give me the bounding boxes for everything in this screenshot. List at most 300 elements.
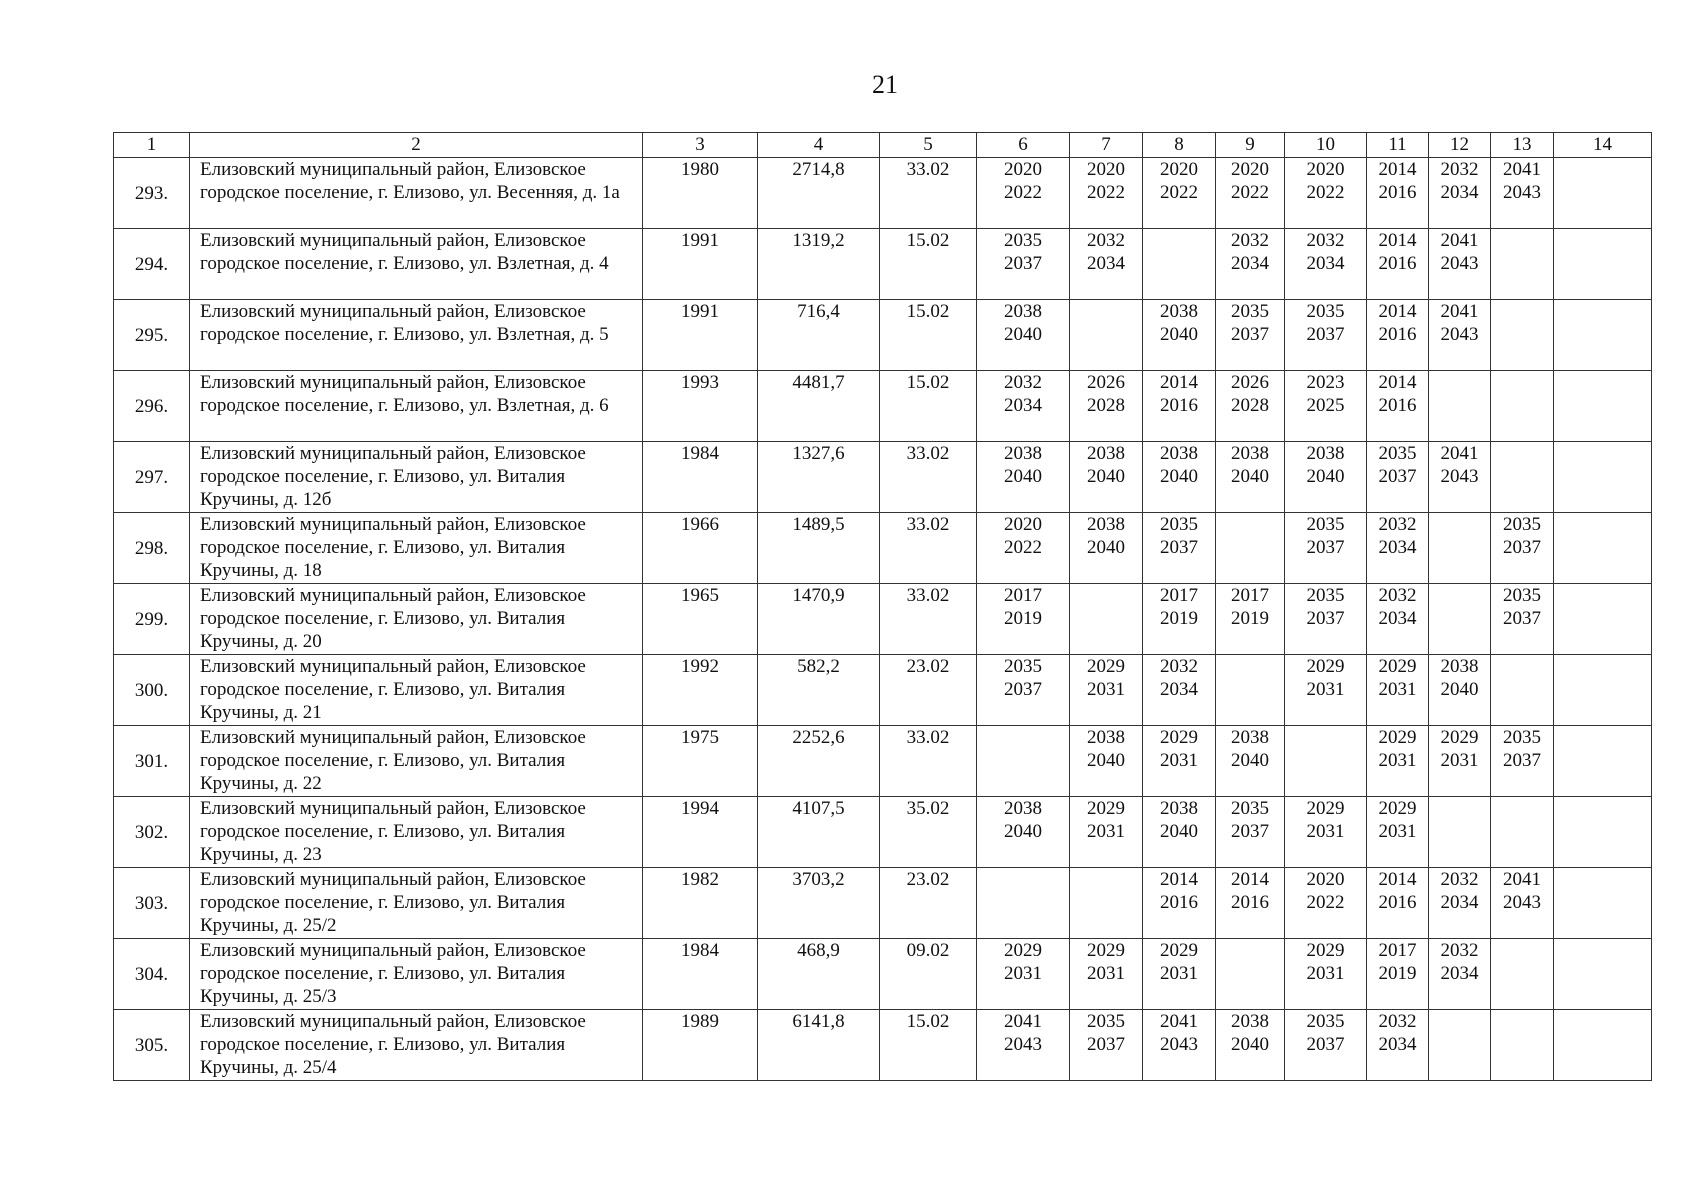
period-end-year: 2040	[1087, 466, 1125, 487]
period-start-year: 2035	[1004, 230, 1042, 251]
period-start-year: 2026	[1087, 372, 1125, 393]
work-period-cell	[1143, 158, 1216, 229]
column-number-row	[114, 133, 1652, 158]
work-period-cell	[1367, 158, 1429, 229]
period-end-year: 2022	[1004, 182, 1042, 203]
period-end-year: 2025	[1306, 395, 1345, 416]
period-start-year: 2023	[1306, 372, 1345, 393]
period-end-year: 2040	[1087, 750, 1125, 771]
period-start-year: 2038	[1231, 443, 1269, 464]
build-year-cell: 1965	[643, 584, 758, 655]
work-period-cell	[1367, 797, 1429, 868]
address-cell: Елизовский муниципальный район, Елизовское городское поселение, г. Елизово, ул. Виталия Кручины, д. 23	[190, 797, 643, 868]
column-header: 8	[1143, 133, 1216, 158]
period-start-year: 2014	[1378, 372, 1417, 393]
period-end-year: 2034	[1160, 679, 1198, 700]
period-start-year: 2041	[1503, 869, 1541, 890]
build-year-cell: 1984	[643, 442, 758, 513]
code-cell: 15.02	[880, 371, 977, 442]
period-start-year: 2029	[1378, 656, 1417, 677]
work-period-cell	[1285, 1010, 1367, 1081]
period-start-year: 2026	[1231, 372, 1269, 393]
period-start-year: 2029	[1004, 940, 1042, 961]
build-year-cell: 1975	[643, 726, 758, 797]
work-period-cell	[1285, 158, 1367, 229]
column-header: 1	[114, 133, 190, 158]
code-cell: 23.02	[880, 655, 977, 726]
work-period-cell	[1285, 371, 1367, 442]
code-cell: 33.02	[880, 442, 977, 513]
area-cell: 1470,9	[758, 584, 880, 655]
build-year-cell: 1980	[643, 158, 758, 229]
period-end-year: 2043	[1004, 1034, 1042, 1055]
row-number: 297.	[114, 442, 190, 513]
area-cell: 6141,8	[758, 1010, 880, 1081]
period-end-year: 2016	[1378, 253, 1417, 274]
work-period-cell	[1143, 229, 1216, 300]
table-row	[114, 726, 1652, 797]
period-start-year: 2017	[1231, 585, 1269, 606]
period-start-year: 2041	[1440, 301, 1479, 322]
period-end-year: 2031	[1087, 963, 1125, 984]
period-end-year: 2037	[1004, 679, 1042, 700]
work-period-cell	[977, 726, 1070, 797]
period-end-year: 2043	[1440, 466, 1479, 487]
build-year-cell: 1984	[643, 939, 758, 1010]
work-period-cell	[1367, 371, 1429, 442]
work-period-cell	[1429, 584, 1491, 655]
period-end-year: 2022	[1306, 182, 1345, 203]
work-period-cell	[1070, 300, 1143, 371]
period-end-year: 2022	[1160, 182, 1198, 203]
row-number: 294.	[114, 229, 190, 300]
work-period-cell	[1491, 726, 1554, 797]
work-period-cell	[1491, 655, 1554, 726]
work-period-cell	[977, 158, 1070, 229]
period-end-year: 2040	[1160, 466, 1198, 487]
period-end-year: 2031	[1306, 679, 1345, 700]
address-cell: Елизовский муниципальный район, Елизовское городское поселение, г. Елизово, ул. Виталия Кручины, д. 22	[190, 726, 643, 797]
period-end-year: 2031	[1440, 750, 1479, 771]
work-period-cell	[1143, 868, 1216, 939]
period-start-year: 2035	[1004, 656, 1042, 677]
work-period-cell	[1143, 797, 1216, 868]
work-period-cell	[977, 513, 1070, 584]
period-end-year: 2034	[1440, 963, 1479, 984]
work-period-cell	[1285, 584, 1367, 655]
period-end-year: 2022	[1004, 537, 1042, 558]
work-period-cell	[1216, 442, 1285, 513]
work-period-cell	[1429, 726, 1491, 797]
period-end-year: 2037	[1306, 324, 1345, 345]
period-end-year: 2019	[1378, 963, 1417, 984]
address-cell: Елизовский муниципальный район, Елизовское городское поселение, г. Елизово, ул. Виталия Кручины, д. 25/4	[190, 1010, 643, 1081]
work-period-cell	[1491, 797, 1554, 868]
work-period-cell	[1554, 584, 1652, 655]
work-period-cell	[1285, 797, 1367, 868]
work-period-cell	[1216, 868, 1285, 939]
housing-registry-table	[113, 132, 1652, 1081]
table-row	[114, 300, 1652, 371]
period-start-year: 2032	[1004, 372, 1042, 393]
work-period-cell	[1070, 584, 1143, 655]
period-end-year: 2031	[1378, 679, 1417, 700]
work-period-cell	[1429, 868, 1491, 939]
period-start-year: 2035	[1231, 798, 1269, 819]
address-cell: Елизовский муниципальный район, Елизовское городское поселение, г. Елизово, ул. Виталия Кручины, д. 21	[190, 655, 643, 726]
work-period-cell	[1216, 655, 1285, 726]
period-start-year: 2032	[1160, 656, 1198, 677]
page-number: 21	[872, 70, 898, 99]
code-cell: 09.02	[880, 939, 977, 1010]
period-end-year: 2028	[1087, 395, 1125, 416]
table-row	[114, 442, 1652, 513]
period-start-year: 2029	[1306, 940, 1345, 961]
work-period-cell	[1285, 726, 1367, 797]
column-header: 2	[190, 133, 643, 158]
period-start-year: 2041	[1004, 1011, 1042, 1032]
period-start-year: 2035	[1503, 727, 1541, 748]
period-start-year: 2029	[1160, 940, 1198, 961]
period-start-year: 2035	[1306, 585, 1345, 606]
work-period-cell	[1429, 1010, 1491, 1081]
area-cell: 1319,2	[758, 229, 880, 300]
work-period-cell	[1070, 1010, 1143, 1081]
work-period-cell	[977, 1010, 1070, 1081]
work-period-cell	[977, 868, 1070, 939]
work-period-cell	[1070, 513, 1143, 584]
period-start-year: 2035	[1306, 301, 1345, 322]
period-start-year: 2038	[1087, 514, 1125, 535]
period-end-year: 2040	[1160, 324, 1198, 345]
work-period-cell	[1216, 939, 1285, 1010]
work-period-cell	[977, 797, 1070, 868]
period-end-year: 2031	[1004, 963, 1042, 984]
period-start-year: 2014	[1378, 869, 1417, 890]
work-period-cell	[1070, 797, 1143, 868]
work-period-cell	[1429, 229, 1491, 300]
build-year-cell: 1991	[643, 229, 758, 300]
period-end-year: 2034	[1440, 892, 1479, 913]
period-start-year: 2041	[1440, 443, 1479, 464]
column-header: 12	[1429, 133, 1491, 158]
work-period-cell	[1367, 1010, 1429, 1081]
work-period-cell	[1367, 442, 1429, 513]
table-row	[114, 584, 1652, 655]
period-start-year: 2029	[1440, 727, 1479, 748]
work-period-cell	[1491, 158, 1554, 229]
period-end-year: 2016	[1378, 892, 1417, 913]
table-row	[114, 868, 1652, 939]
work-period-cell	[1070, 371, 1143, 442]
work-period-cell	[1491, 868, 1554, 939]
period-end-year: 2031	[1160, 963, 1198, 984]
period-end-year: 2043	[1440, 253, 1479, 274]
code-cell: 15.02	[880, 300, 977, 371]
address-cell: Елизовский муниципальный район, Елизовское городское поселение, г. Елизово, ул. Виталия Кручины, д. 20	[190, 584, 643, 655]
code-cell: 33.02	[880, 726, 977, 797]
period-start-year: 2017	[1160, 585, 1198, 606]
period-end-year: 2031	[1087, 679, 1125, 700]
period-end-year: 2037	[1087, 1034, 1125, 1055]
table-row	[114, 371, 1652, 442]
work-period-cell	[1143, 584, 1216, 655]
period-end-year: 2031	[1306, 963, 1345, 984]
period-start-year: 2029	[1306, 656, 1345, 677]
period-end-year: 2031	[1378, 821, 1417, 842]
period-start-year: 2032	[1440, 159, 1479, 180]
period-end-year: 2028	[1231, 395, 1269, 416]
row-number: 304.	[114, 939, 190, 1010]
period-end-year: 2031	[1378, 750, 1417, 771]
work-period-cell	[1554, 868, 1652, 939]
area-cell: 3703,2	[758, 868, 880, 939]
work-period-cell	[1285, 300, 1367, 371]
work-period-cell	[1554, 229, 1652, 300]
period-end-year: 2040	[1004, 466, 1042, 487]
work-period-cell	[1070, 939, 1143, 1010]
address-cell: Елизовский муниципальный район, Елизовское городское поселение, г. Елизово, ул. Взлетная, д. 5	[190, 300, 643, 371]
work-period-cell	[977, 371, 1070, 442]
work-period-cell	[1491, 513, 1554, 584]
period-end-year: 2034	[1306, 253, 1345, 274]
address-cell: Елизовский муниципальный район, Елизовское городское поселение, г. Елизово, ул. Виталия Кручины, д. 25/3	[190, 939, 643, 1010]
period-end-year: 2040	[1231, 750, 1269, 771]
work-period-cell	[1070, 158, 1143, 229]
period-end-year: 2031	[1087, 821, 1125, 842]
column-header: 6	[977, 133, 1070, 158]
period-end-year: 2037	[1503, 608, 1541, 629]
period-start-year: 2032	[1378, 585, 1417, 606]
code-cell: 15.02	[880, 229, 977, 300]
period-start-year: 2020	[1306, 159, 1345, 180]
work-period-cell	[1491, 300, 1554, 371]
row-number: 305.	[114, 1010, 190, 1081]
period-start-year: 2014	[1160, 869, 1198, 890]
column-header: 14	[1554, 133, 1652, 158]
row-number: 299.	[114, 584, 190, 655]
period-start-year: 2029	[1160, 727, 1198, 748]
work-period-cell	[1070, 868, 1143, 939]
work-period-cell	[977, 939, 1070, 1010]
period-end-year: 2022	[1306, 892, 1345, 913]
table-row	[114, 655, 1652, 726]
work-period-cell	[1429, 442, 1491, 513]
code-cell: 33.02	[880, 158, 977, 229]
period-end-year: 2037	[1503, 750, 1541, 771]
period-start-year: 2038	[1231, 727, 1269, 748]
work-period-cell	[1367, 584, 1429, 655]
period-end-year: 2037	[1503, 537, 1541, 558]
work-period-cell	[1367, 513, 1429, 584]
period-end-year: 2043	[1503, 182, 1541, 203]
period-start-year: 2017	[1378, 940, 1417, 961]
period-end-year: 2022	[1231, 182, 1269, 203]
work-period-cell	[1367, 726, 1429, 797]
work-period-cell	[1554, 797, 1652, 868]
code-cell: 35.02	[880, 797, 977, 868]
work-period-cell	[977, 655, 1070, 726]
period-start-year: 2020	[1087, 159, 1125, 180]
period-start-year: 2035	[1306, 514, 1345, 535]
work-period-cell	[1554, 371, 1652, 442]
work-period-cell	[1429, 158, 1491, 229]
period-end-year: 2016	[1378, 395, 1417, 416]
period-end-year: 2040	[1004, 324, 1042, 345]
period-start-year: 2032	[1231, 230, 1269, 251]
period-start-year: 2014	[1231, 869, 1269, 890]
period-start-year: 2038	[1087, 443, 1125, 464]
column-header: 5	[880, 133, 977, 158]
work-period-cell	[1070, 229, 1143, 300]
period-start-year: 2029	[1087, 656, 1125, 677]
build-year-cell: 1993	[643, 371, 758, 442]
period-end-year: 2037	[1160, 537, 1198, 558]
period-start-year: 2032	[1306, 230, 1345, 251]
period-start-year: 2014	[1378, 301, 1417, 322]
period-start-year: 2035	[1087, 1011, 1125, 1032]
period-end-year: 2016	[1231, 892, 1269, 913]
address-cell: Елизовский муниципальный район, Елизовское городское поселение, г. Елизово, ул. Взлетная, д. 6	[190, 371, 643, 442]
period-start-year: 2020	[1160, 159, 1198, 180]
address-cell: Елизовский муниципальный район, Елизовское городское поселение, г. Елизово, ул. Виталия Кручины, д. 25/2	[190, 868, 643, 939]
period-start-year: 2038	[1087, 727, 1125, 748]
column-header: 11	[1367, 133, 1429, 158]
work-period-cell	[1285, 655, 1367, 726]
period-end-year: 2022	[1087, 182, 1125, 203]
build-year-cell: 1992	[643, 655, 758, 726]
period-start-year: 2038	[1160, 301, 1198, 322]
period-start-year: 2020	[1004, 159, 1042, 180]
work-period-cell	[1216, 229, 1285, 300]
work-period-cell	[1143, 939, 1216, 1010]
build-year-cell: 1991	[643, 300, 758, 371]
work-period-cell	[1491, 371, 1554, 442]
column-header: 3	[643, 133, 758, 158]
period-end-year: 2034	[1440, 182, 1479, 203]
work-period-cell	[1070, 442, 1143, 513]
row-number: 298.	[114, 513, 190, 584]
period-start-year: 2032	[1378, 1011, 1417, 1032]
column-header: 10	[1285, 133, 1367, 158]
row-number: 293.	[114, 158, 190, 229]
work-period-cell	[1554, 442, 1652, 513]
row-number: 301.	[114, 726, 190, 797]
period-start-year: 2020	[1231, 159, 1269, 180]
period-start-year: 2032	[1087, 230, 1125, 251]
work-period-cell	[1429, 655, 1491, 726]
build-year-cell: 1994	[643, 797, 758, 868]
period-start-year: 2038	[1231, 1011, 1269, 1032]
area-cell: 4481,7	[758, 371, 880, 442]
period-end-year: 2019	[1160, 608, 1198, 629]
period-start-year: 2038	[1160, 798, 1198, 819]
row-number: 303.	[114, 868, 190, 939]
period-end-year: 2043	[1503, 892, 1541, 913]
work-period-cell	[1554, 655, 1652, 726]
work-period-cell	[1367, 655, 1429, 726]
period-start-year: 2035	[1231, 301, 1269, 322]
period-start-year: 2035	[1160, 514, 1198, 535]
table-row	[114, 939, 1652, 1010]
column-header: 13	[1491, 133, 1554, 158]
period-start-year: 2014	[1378, 159, 1417, 180]
period-end-year: 2040	[1306, 466, 1345, 487]
work-period-cell	[1429, 300, 1491, 371]
address-cell: Елизовский муниципальный район, Елизовское городское поселение, г. Елизово, ул. Взлетная, д. 4	[190, 229, 643, 300]
period-end-year: 2040	[1231, 466, 1269, 487]
period-end-year: 2034	[1231, 253, 1269, 274]
period-start-year: 2029	[1378, 727, 1417, 748]
work-period-cell	[1491, 584, 1554, 655]
build-year-cell: 1966	[643, 513, 758, 584]
address-cell: Елизовский муниципальный район, Елизовское городское поселение, г. Елизово, ул. Весенняя, д. 1а	[190, 158, 643, 229]
period-end-year: 2016	[1160, 892, 1198, 913]
period-start-year: 2014	[1160, 372, 1198, 393]
period-end-year: 2031	[1306, 821, 1345, 842]
period-end-year: 2037	[1306, 537, 1345, 558]
period-start-year: 2032	[1378, 514, 1417, 535]
period-start-year: 2029	[1306, 798, 1345, 819]
period-end-year: 2034	[1378, 608, 1417, 629]
work-period-cell	[977, 442, 1070, 513]
work-period-cell	[1554, 726, 1652, 797]
period-end-year: 2043	[1440, 324, 1479, 345]
area-cell: 716,4	[758, 300, 880, 371]
work-period-cell	[1143, 513, 1216, 584]
period-end-year: 2040	[1160, 821, 1198, 842]
work-period-cell	[1216, 158, 1285, 229]
period-end-year: 2040	[1440, 679, 1479, 700]
work-period-cell	[1429, 939, 1491, 1010]
period-start-year: 2029	[1378, 798, 1417, 819]
work-period-cell	[1216, 797, 1285, 868]
period-end-year: 2037	[1231, 821, 1269, 842]
period-end-year: 2034	[1378, 537, 1417, 558]
work-period-cell	[1554, 300, 1652, 371]
area-cell: 2252,6	[758, 726, 880, 797]
table-row	[114, 1010, 1652, 1081]
work-period-cell	[1285, 229, 1367, 300]
area-cell: 1327,6	[758, 442, 880, 513]
work-period-cell	[977, 300, 1070, 371]
work-period-cell	[1491, 939, 1554, 1010]
address-cell: Елизовский муниципальный район, Елизовское городское поселение, г. Елизово, ул. Виталия Кручины, д. 12б	[190, 442, 643, 513]
period-end-year: 2037	[1231, 324, 1269, 345]
row-number: 296.	[114, 371, 190, 442]
period-start-year: 2014	[1378, 230, 1417, 251]
work-period-cell	[1143, 300, 1216, 371]
work-period-cell	[1367, 939, 1429, 1010]
period-start-year: 2020	[1306, 869, 1345, 890]
work-period-cell	[1285, 868, 1367, 939]
work-period-cell	[1143, 442, 1216, 513]
build-year-cell: 1982	[643, 868, 758, 939]
work-period-cell	[1285, 939, 1367, 1010]
period-end-year: 2037	[1306, 608, 1345, 629]
period-start-year: 2029	[1087, 940, 1125, 961]
column-header: 7	[1070, 133, 1143, 158]
period-end-year: 2016	[1160, 395, 1198, 416]
period-start-year: 2035	[1503, 514, 1541, 535]
area-cell: 468,9	[758, 939, 880, 1010]
period-end-year: 2019	[1004, 608, 1042, 629]
period-start-year: 2035	[1306, 1011, 1345, 1032]
period-start-year: 2038	[1440, 656, 1479, 677]
period-start-year: 2020	[1004, 514, 1042, 535]
work-period-cell	[1367, 868, 1429, 939]
work-period-cell	[1554, 939, 1652, 1010]
